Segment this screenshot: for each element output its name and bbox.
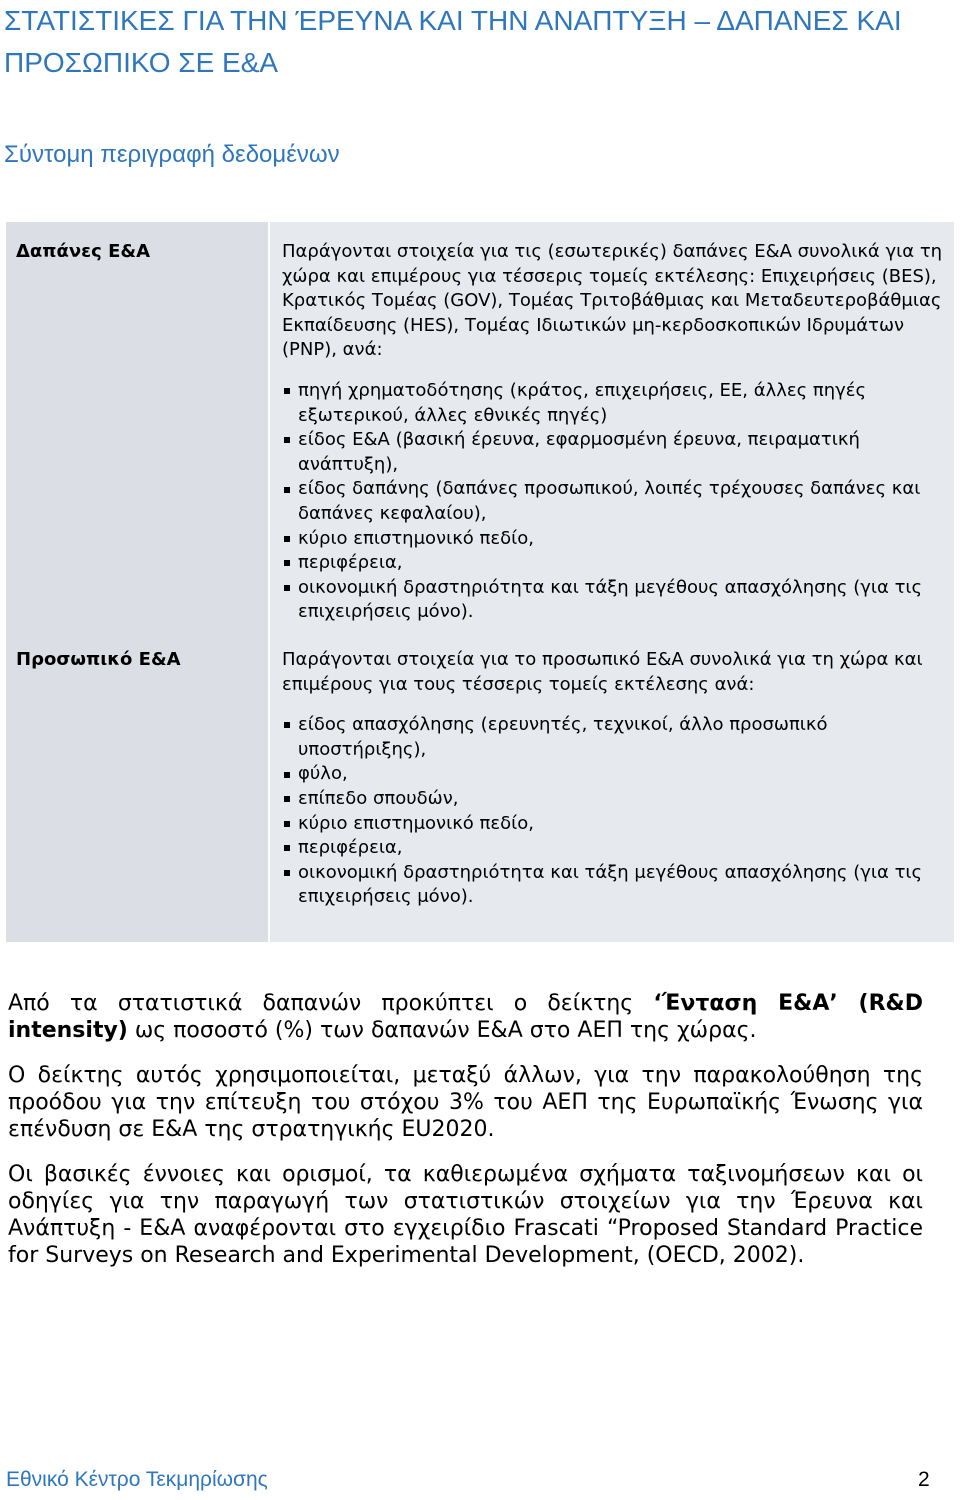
square-bullet-icon <box>284 845 290 851</box>
row-label-personnel <box>6 637 268 942</box>
row-label-text: Δαπάνες Ε&Α <box>16 241 151 262</box>
list-item-text: πηγή χρηματοδότησης (κράτος, επιχειρήσεις, ΕΕ, άλλες πηγές εξωτερικού, άλλες εθνικές πηγές) <box>298 379 867 426</box>
square-bullet-icon <box>284 722 290 728</box>
list-item-text: επίπεδο σπουδών, <box>298 787 459 809</box>
row-intro-text: Παράγονται στοιχεία για τις (εσωτερικές) δαπάνες Ε&Α συνολικά για τη χώρα και επιμέρους για τέσσερις τομείς εκτέλεσης: Επιχειρήσεις (BES), Κρατικός Τομέας (GOV), Τομέας Τριτοβάθμιας και Μεταδευτεροβάθμιας Εκπαίδευσης (HES), Τομέας Ιδιωτικών μη-κερδοσκοπικών Ιδρυμάτων (PNP), ανά: <box>282 241 943 361</box>
list-item-text: οικονομική δραστηριότητα και τάξη μεγέθους απασχόλησης (για τις επιχειρήσεις μόνο). <box>298 861 923 908</box>
row-content-personnel <box>270 637 954 942</box>
list-item-text: οικονομική δραστηριότητα και τάξη μεγέθους απασχόλησης (για τις επιχειρήσεις μόνο). <box>298 576 923 623</box>
square-bullet-icon <box>284 536 290 542</box>
list-item-text: φύλο, <box>298 763 348 785</box>
data-description-table <box>6 222 954 942</box>
list-item-text: περιφέρεια, <box>298 552 403 574</box>
list-item <box>282 551 944 576</box>
paragraph-text: Από τα στατιστικά δαπανών προκύπτει ο δείκτης <box>8 991 654 1016</box>
list-item <box>282 527 944 552</box>
square-bullet-icon <box>284 821 290 827</box>
indicator-name: ‘Ένταση Ε&Α’ (R&D intensity) <box>8 991 923 1043</box>
list-item <box>282 861 944 910</box>
row-label-expenditure <box>6 222 268 637</box>
square-bullet-icon <box>284 585 290 591</box>
row-label-text: Προσωπικό Ε&Α <box>16 649 181 670</box>
list-item <box>282 428 944 477</box>
list-item <box>282 836 944 861</box>
list-item-text: είδος δαπάνης (δαπάνες προσωπικού, λοιπές τρέχουσες δαπάνες και δαπάνες κεφαλαίου), <box>298 478 921 524</box>
list-item-text: κύριο επιστημονικό πεδίο, <box>298 812 534 834</box>
bullet-list <box>282 713 944 910</box>
list-item <box>282 812 944 837</box>
bullet-list <box>282 379 944 625</box>
list-item <box>282 477 944 526</box>
row-content-expenditure <box>270 222 954 637</box>
square-bullet-icon <box>284 870 290 876</box>
section-subtitle: Σύντομη περιγραφή δεδομένων <box>4 141 340 168</box>
list-item-text: κύριο επιστημονικό πεδίο, <box>298 527 534 549</box>
square-bullet-icon <box>284 560 290 566</box>
page-number: 2 <box>918 1468 930 1491</box>
paragraph-frascati: Οι βασικές έννοιες και ορισμοί, τα καθιερωμένα σχήματα ταξινομήσεων και οι οδηγίες για την παραγωγή των στατιστικών στοιχείων για την Έρευνα και Ανάπτυξη - Ε&Α αναφέρονται στο εγχειρίδιο Frascati “Proposed Standard Practice for Surveys on Research and Experimental Development, (OECD, 2002). <box>8 1162 923 1268</box>
list-item <box>282 713 944 762</box>
square-bullet-icon <box>284 388 290 394</box>
list-item <box>282 762 944 787</box>
list-item <box>282 787 944 812</box>
square-bullet-icon <box>284 772 290 778</box>
page-title: ΣΤΑΤΙΣΤΙΚΕΣ ΓΙΑ ΤΗΝ ΈΡΕΥΝΑ ΚΑΙ ΤΗΝ ΑΝΑΠΤΥΞΗ – ΔΑΠΑΝΕΣ ΚΑΙ ΠΡΟΣΩΠΙΚΟ ΣΕ Ε&Α <box>4 5 902 78</box>
paragraph-intensity <box>8 990 923 1044</box>
body-text <box>8 990 923 1287</box>
paragraph-eu2020: Ο δείκτης αυτός χρησιμοποιείται, μεταξύ άλλων, για την παρακολούθηση της προόδου για την επίτευξη του στόχου 3% του ΑΕΠ της Ευρωπαϊκής Ένωσης για επένδυση σε Ε&Α της στρατηγικής EU2020. <box>8 1063 923 1142</box>
square-bullet-icon <box>284 487 290 493</box>
list-item <box>282 576 944 625</box>
list-item <box>282 379 944 428</box>
square-bullet-icon <box>284 796 290 802</box>
list-item-text: είδος απασχόλησης (ερευνητές, τεχνικοί, άλλο προσωπικό υποστήριξης), <box>298 714 828 760</box>
paragraph-text: ως ποσοστό (%) των δαπανών Ε&Α στο ΑΕΠ της χώρας. <box>127 1018 757 1043</box>
list-item-text: περιφέρεια, <box>298 837 403 859</box>
list-item-text: είδος Ε&Α (βασική έρευνα, εφαρμοσμένη έρευνα, πειραματική ανάπτυξη), <box>298 429 860 475</box>
row-intro-text: Παράγονται στοιχεία για το προσωπικό Ε&Α συνολικά για τη χώρα και επιμέρους για τους τέσσερις τομείς εκτέλεσης ανά: <box>282 649 923 695</box>
footer-organization: Εθνικό Κέντρο Τεκμηρίωσης <box>6 1468 268 1491</box>
square-bullet-icon <box>284 437 290 443</box>
